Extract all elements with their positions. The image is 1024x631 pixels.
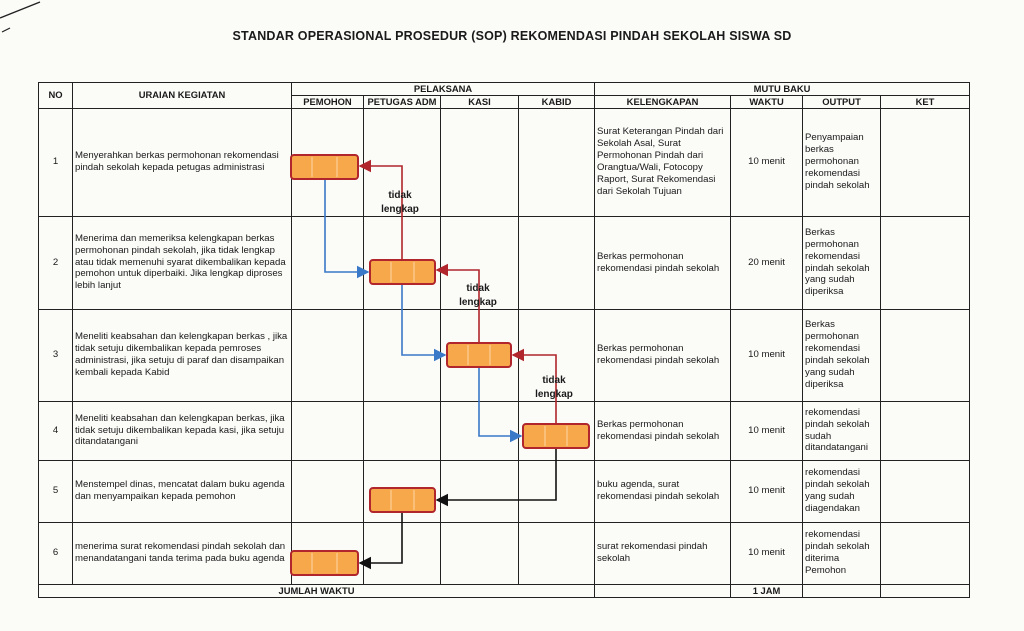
total-ket-empty <box>881 584 970 597</box>
total-label: JUMLAH WAKTU <box>39 584 595 597</box>
row-waktu: 10 menit <box>731 309 803 401</box>
row-number: 6 <box>39 522 73 584</box>
row-waktu: 10 menit <box>731 460 803 522</box>
lane-kabid <box>519 460 595 522</box>
header-pelaksana: PELAKSANA <box>292 83 595 96</box>
row-kelengkapan: Berkas permohonan rekomendasi pindah sekolah <box>595 401 731 460</box>
header-mutu-baku: MUTU BAKU <box>595 83 970 96</box>
row-kelengkapan: surat rekomendasi pindah sekolah <box>595 522 731 584</box>
table-row <box>39 522 970 584</box>
return-label: tidak lengkap <box>381 190 419 215</box>
row-output: rekomendasi pindah sekolah yang sudah diagendakan <box>803 460 881 522</box>
row-ket <box>881 216 970 309</box>
row-ket <box>881 460 970 522</box>
total-output-empty <box>803 584 881 597</box>
table-row <box>39 108 970 216</box>
row-number: 3 <box>39 309 73 401</box>
row-output: Berkas permohonan rekomendasi pindah sekolah yang sudah diperiksa <box>803 309 881 401</box>
lane-kasi <box>441 460 519 522</box>
row-number: 4 <box>39 401 73 460</box>
sop-table <box>38 82 970 598</box>
row-waktu: 20 menit <box>731 216 803 309</box>
header-no: NO <box>39 83 73 109</box>
row-output: rekomendasi pindah sekolah sudah ditandatangani <box>803 401 881 460</box>
row-kelengkapan: Berkas permohonan rekomendasi pindah sekolah <box>595 216 731 309</box>
row-kelengkapan: Berkas permohonan rekomendasi pindah sekolah <box>595 309 731 401</box>
row-uraian: Menstempel dinas, mencatat dalam buku agenda dan menyampaikan kepada pemohon <box>73 460 292 522</box>
lane-petugas-adm <box>364 522 441 584</box>
process-box <box>370 260 435 284</box>
header-ket: KET <box>881 95 970 108</box>
row-waktu: 10 menit <box>731 108 803 216</box>
lane-kabid <box>519 522 595 584</box>
row-uraian: Menyerahkan berkas permohonan rekomendasi pindah sekolah kepada petugas administrasi <box>73 108 292 216</box>
process-box <box>523 424 589 448</box>
header-uraian: URAIAN KEGIATAN <box>73 83 292 109</box>
total-empty <box>595 584 731 597</box>
process-box <box>370 488 435 512</box>
return-label: tidak lengkap <box>459 283 497 308</box>
document-title: STANDAR OPERASIONAL PROSEDUR (SOP) REKOMENDASI PINDAH SEKOLAH SISWA SD <box>232 29 792 43</box>
return-label: tidak lengkap <box>535 375 573 400</box>
row-ket <box>881 108 970 216</box>
row-output: Berkas permohonan rekomendasi pindah sekolah yang sudah diperiksa <box>803 216 881 309</box>
table-row <box>39 401 970 460</box>
header-pemohon: PEMOHON <box>292 95 364 108</box>
lane-kasi <box>441 522 519 584</box>
lane-pemohon <box>292 309 364 401</box>
header-kelengkapan: KELENGKAPAN <box>595 95 731 108</box>
row-kelengkapan: Surat Keterangan Pindah dari Sekolah Asal, Surat Permohonan Pindah dari Orangtua/Wali, Fotocopy Raport, Surat Rekomendasi dari Sekolah Tujuan <box>595 108 731 216</box>
lane-kabid <box>519 216 595 309</box>
lane-petugas-adm <box>364 309 441 401</box>
row-uraian: Menerima dan memeriksa kelengkapan berkas permohonan pindah sekolah, jika tidak lengkap atau tidak memenuhi syarat dikembalikan kepada pemohon untuk diperbaiki. Jika lengkap diproses lebih lanjut <box>73 216 292 309</box>
total-waktu: 1 JAM <box>731 584 803 597</box>
lane-pemohon <box>292 401 364 460</box>
row-uraian: Meneliti keabsahan dan kelengkapan berkas, jika tidak setuju dikembalikan kepada kasi, jika setuju ditandatangani <box>73 401 292 460</box>
header-waktu: WAKTU <box>731 95 803 108</box>
row-number: 5 <box>39 460 73 522</box>
lane-petugas-adm <box>364 401 441 460</box>
total-row <box>39 584 970 597</box>
process-box <box>291 551 358 575</box>
row-number: 1 <box>39 108 73 216</box>
row-uraian: menerima surat rekomendasi pindah sekolah dan menandatangani tanda terima pada buku agenda <box>73 522 292 584</box>
row-ket <box>881 522 970 584</box>
row-uraian: Meneliti keabsahan dan kelengkapan berkas , jika tidak setuju dikembalikan kepada pemroses administrasi, jika setuju di paraf dan disampaikan kembali kepada Kabid <box>73 309 292 401</box>
row-number: 2 <box>39 216 73 309</box>
header-kabid: KABID <box>519 95 595 108</box>
lane-kabid <box>519 108 595 216</box>
row-ket <box>881 401 970 460</box>
header-petugas-adm: PETUGAS ADM <box>364 95 441 108</box>
row-output: rekomendasi pindah sekolah diterima Pemohon <box>803 522 881 584</box>
process-box <box>447 343 511 367</box>
process-box <box>291 155 358 179</box>
header-kasi: KASI <box>441 95 519 108</box>
lane-pemohon <box>292 216 364 309</box>
header-output: OUTPUT <box>803 95 881 108</box>
row-waktu: 10 menit <box>731 401 803 460</box>
row-ket <box>881 309 970 401</box>
table-row <box>39 460 970 522</box>
row-kelengkapan: buku agenda, surat rekomendasi pindah sekolah <box>595 460 731 522</box>
lane-kasi <box>441 108 519 216</box>
row-waktu: 10 menit <box>731 522 803 584</box>
row-output: Penyampaian berkas permohonan rekomendasi pindah sekolah <box>803 108 881 216</box>
lane-pemohon <box>292 460 364 522</box>
lane-kasi <box>441 401 519 460</box>
